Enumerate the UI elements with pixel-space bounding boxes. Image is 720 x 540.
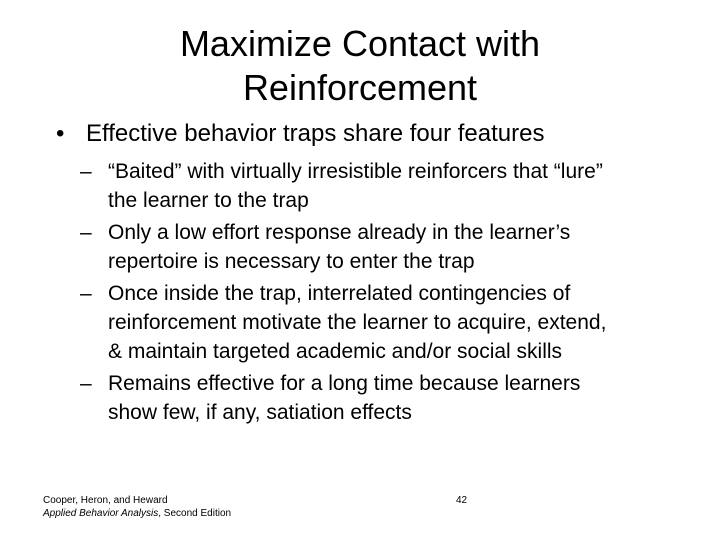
slide-title-line-1: Maximize Contact with — [179, 23, 541, 64]
sub-bullet-list — [80, 157, 680, 430]
sub-bullet-3 — [80, 279, 680, 366]
citation-authors: Cooper, Heron, and Heward — [43, 495, 168, 506]
sub-bullet-4 — [80, 369, 680, 427]
main-bullet-text: Effective behavior traps share four features — [86, 120, 545, 147]
sub-bullet-3-line-1: Once inside the trap, interrelated contingencies of — [108, 282, 571, 305]
bullet-marker: • — [56, 120, 65, 147]
dash-marker: – — [80, 372, 92, 395]
dash-marker: – — [80, 160, 92, 183]
sub-bullet-1 — [80, 157, 680, 215]
citation-footer — [43, 494, 231, 520]
page-number: 42 — [456, 495, 468, 506]
sub-bullet-4-line-2: show few, if any, satiation effects — [108, 401, 412, 424]
dash-marker: – — [80, 282, 92, 305]
dash-marker: – — [80, 221, 92, 244]
sub-bullet-1-line-1: “Baited” with virtually irresistible reinforcers that “lure” — [108, 160, 603, 183]
sub-bullet-4-line-1: Remains effective for a long time because learners — [108, 372, 581, 395]
slide-title-line-2: Reinforcement — [242, 67, 478, 108]
citation-book — [43, 507, 231, 520]
sub-bullet-1-line-2: the learner to the trap — [108, 189, 309, 212]
citation-book-title: Applied Behavior Analysis — [43, 508, 159, 519]
citation-edition: , Second Edition — [158, 508, 232, 519]
sub-bullet-2-line-2: repertoire is necessary to enter the trap — [108, 250, 475, 273]
sub-bullet-3-line-2: reinforcement motivate the learner to acquire, extend, — [108, 311, 607, 334]
sub-bullet-2-line-1: Only a low effort response already in the learner’s — [108, 221, 571, 244]
sub-bullet-2 — [80, 218, 680, 276]
sub-bullet-3-line-3: & maintain targeted academic and/or social skills — [108, 340, 563, 363]
slide-title — [60, 22, 660, 110]
